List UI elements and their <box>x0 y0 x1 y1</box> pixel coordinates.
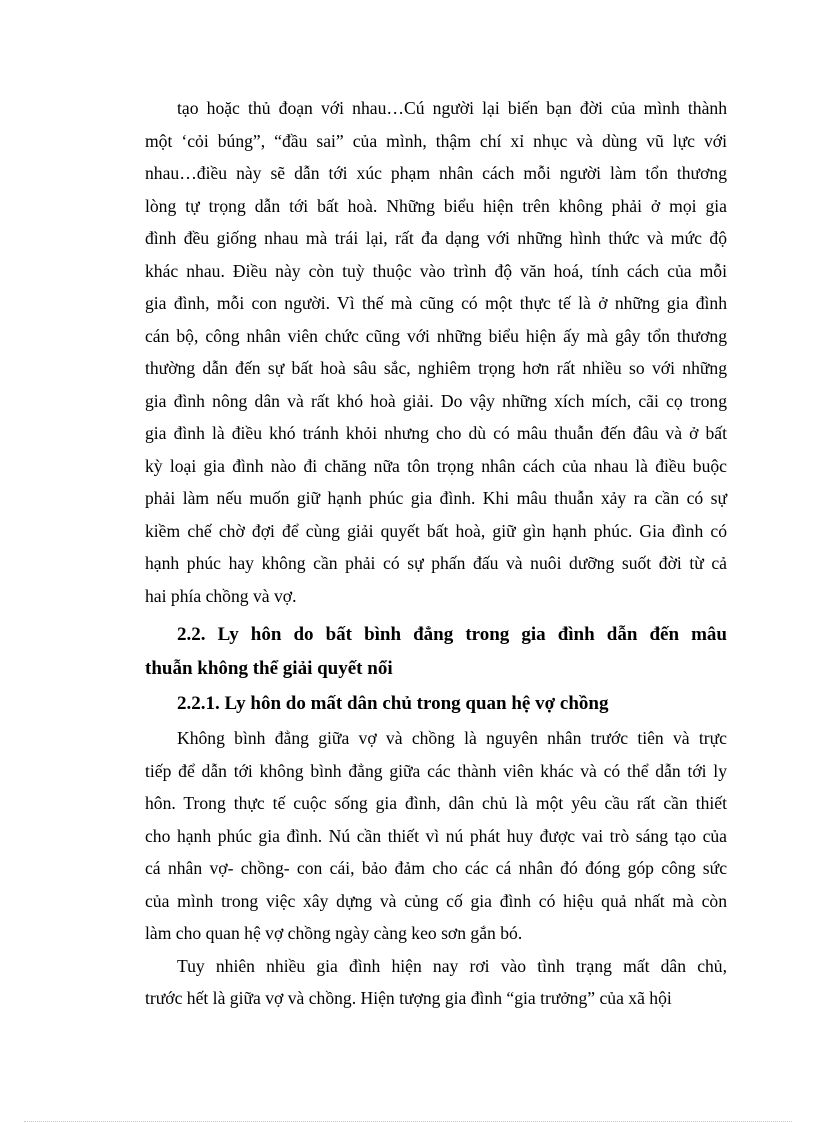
text-line: khác nhau. Điều này còn tuỳ thuộc vào trình độ văn hoá, tính cách của mỗi <box>145 260 727 281</box>
paragraph-lack-of-democracy <box>145 950 727 1015</box>
subsection-heading-2-2-1: 2.2.1. Ly hôn do mất dân chủ trong quan hệ vợ chồng <box>177 693 609 714</box>
section-heading-line: 2.2. Ly hôn do bất bình đẳng trong gia đình dẫn đến mâu <box>177 624 727 645</box>
text-line: Tuy nhiên nhiều gia đình hiện nay rơi vào tình trạng mất dân chủ, <box>177 955 727 976</box>
text-line: trước hết là giữa vợ và chồng. Hiện tượng gia đình “gia trưởng” của xã hội <box>145 988 672 1008</box>
text-line: cho hạnh phúc gia đình. Nú cần thiết vì nú phát huy được vai trò sáng tạo của <box>145 825 727 846</box>
paragraph-equality <box>145 722 727 950</box>
text-line: nhau…điều này sẽ dẫn tới xúc phạm nhân cách mỗi người làm tổn thương <box>145 163 727 183</box>
text-line: lòng tự trọng dẫn tới bất hoà. Những biểu hiện trên không phải ở mọi gia <box>145 195 727 216</box>
text-line: thường dẫn đến sự bất hoà sâu sắc, nghiêm trọng hơn rất nhiều so với những <box>145 358 727 378</box>
text-line: kiềm chế chờ đợi để cùng giải quyết bất hoà, giữ gìn hạnh phúc. Gia đình có <box>145 520 727 541</box>
text-line: một ‘cỏi búng”, “đầu sai” của mình, thậm chí xỉ nhục và dùng vũ lực với <box>145 130 727 151</box>
text-line: cá nhân vợ- chồng- con cái, bảo đảm cho các cá nhân đó đóng góp công sức <box>145 858 727 878</box>
text-line: kỳ loại gia đình nào đi chăng nữa tôn trọng nhân cách của nhau là điều buộc <box>145 455 727 476</box>
text-line: Không bình đẳng giữa vợ và chồng là nguyên nhân trước tiên và trực <box>177 728 727 748</box>
text-line: gia đình là điều khó tránh khỏi nhưng cho dù có mâu thuẫn đến đâu và ở bất <box>145 423 727 443</box>
text-line: đình đều giống nhau mà trái lại, rất đa dạng với những hình thức và mức độ <box>145 228 727 248</box>
text-line: làm cho quan hệ vợ chồng ngày càng keo sơn gắn bó. <box>145 923 523 943</box>
text-line: tiếp để dẫn tới không bình đẳng giữa các thành viên khác và có thể dẫn tới ly <box>145 760 727 781</box>
text-line: hạnh phúc hay không cần phải có sự phấn đấu và nuôi dưỡng suốt đời từ cả <box>145 553 727 573</box>
text-line: cán bộ, công nhân viên chức cũng với những biểu hiện ấy mà gây tổn thương <box>145 325 727 346</box>
text-line: gia đình nông dân và rất khó hoà giải. Do vậy những xích mích, cãi cọ trong <box>145 390 727 411</box>
section-heading-line: thuẫn không thể giải quyết nổi <box>145 658 393 679</box>
text-line: của mình trong việc xây dựng và củng cố gia đình có hiệu quả nhất mà còn <box>145 890 727 911</box>
section-heading-2-2 <box>145 618 727 686</box>
paragraph-family-conflict <box>145 92 727 612</box>
text-line: hai phía chồng và vợ. <box>145 585 297 606</box>
text-line: tạo hoặc thủ đoạn với nhau…Cú người lại biến bạn đời của mình thành <box>177 98 727 118</box>
text-line: gia đình, mỗi con người. Vì thế mà cũng có một thực tế là ở những gia đình <box>145 293 727 313</box>
text-line: hôn. Trong thực tế cuộc sống gia đình, dân chủ là một yêu cầu rất cần thiết <box>145 793 727 813</box>
page-bottom-divider <box>24 1121 792 1122</box>
document-body <box>145 92 727 1015</box>
text-line: phải làm nếu muốn giữ hạnh phúc gia đình. Khi mâu thuẫn xảy ra cần có sự <box>145 488 727 508</box>
